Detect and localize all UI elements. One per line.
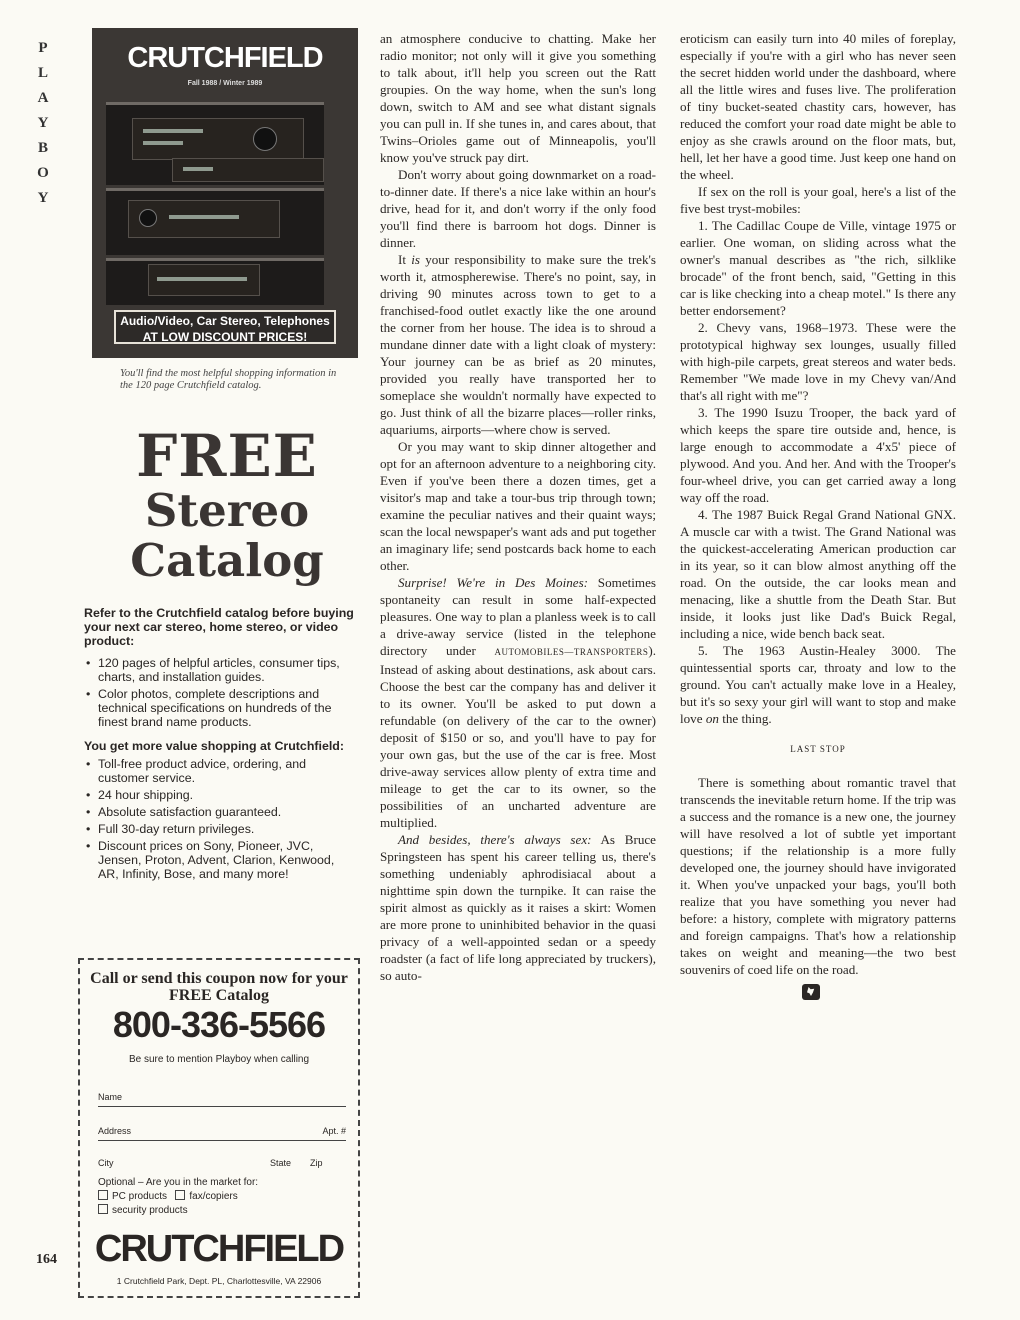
ad-headline: [92, 422, 362, 587]
list-item: 2. Chevy vans, 1968–1973. These were the prototypical highway sex lounges, usually filled with high-pile carpets, great stereos and water beds. Remember "We made love in my Chevy van/And that's all right with me"?: [680, 320, 956, 403]
article-paragraph: If sex on the roll is your goal, here's a list of the five best tryst-mobiles:: [680, 184, 956, 216]
article-paragraph: Don't worry about going downmarket on a road-to-dinner date. If there's a nice lake within an hour's drive, head for it, and don't worry if the only food you'll find there is barroom hot dogs. Dinner is dinner.: [380, 167, 656, 250]
running-head-letter: B: [37, 140, 48, 156]
rabbit-end-mark-icon: [802, 984, 820, 1000]
running-head-letter: Y: [37, 115, 49, 131]
catalog-banner-line-2: AT LOW DISCOUNT PRICES!: [142, 330, 308, 344]
name-field-label: Name: [98, 1092, 123, 1102]
page-number: 164: [36, 1252, 57, 1267]
catalog-cover-banner: [114, 310, 336, 344]
coupon-title: Call or send this coupon now for your FREE Catalog: [90, 970, 348, 1004]
ad-intro: Refer to the Crutchfield catalog before buying your next car stereo, home stereo, or video product:: [84, 606, 354, 648]
car-stereo-image: [148, 264, 260, 296]
state-field-label: State: [270, 1158, 292, 1168]
receiver-image: [132, 118, 304, 160]
catalog-cover-season: Fall 1988 / Winter 1989: [187, 80, 263, 87]
fax-copiers-checkbox[interactable]: [175, 1190, 185, 1200]
list-item: 1. The Cadillac Coupe de Ville, vintage 1975 or earlier. One woman, on sliding across what the owner's manual describes as "the rich, silklike brocade" of the front bench, said, "Getting in this car is like checking into a cheap motel." Is there any better endorsement?: [680, 218, 956, 318]
article-paragraph: And besides, there's always sex: As Bruce Springsteen has spent his career telling us, there's something undeniably aphrodisiacal about a nighttime spin down the turnpike. It can raise the spirit almost as quickly as it raises a skirt: Women are more prone to uninhibited behavior in the quasi privacy of a well-appointed sedan or a speedy roadster (a fact of life long appreciated by truckers), so auto-: [380, 832, 656, 983]
name-field[interactable]: [98, 1092, 346, 1107]
coupon-mention-note: Be sure to mention Playboy when calling: [128, 1054, 310, 1065]
crutchfield-logo: CRUTCHFIELD: [94, 1228, 344, 1270]
article-paragraph: an atmosphere conducive to chatting. Make her radio monitor; not only will it give you something to talk about, it'll help you screen out the Ratt groupies. On the way home, when the sun's long down, switch to AM and see what distant signals you can pull in. If she tunes in, and cares about, that Twins–Orioles game out of Minneapolis, you'll know you've struck pay dirt.: [380, 31, 656, 165]
coupon-phone-number: 800-336-5566: [112, 1004, 326, 1045]
catalog-banner-line-1: Audio/Video, Car Stereo, Telephones: [120, 314, 330, 328]
feature-item: • 120 pages of helpful articles, consumer tips, charts, and installation guides.: [84, 656, 356, 684]
coupon-mailing-address: 1 Crutchfield Park, Dept. PL, Charlottesville, VA 22906: [116, 1276, 322, 1286]
address-field-label: Address: [98, 1126, 132, 1136]
article-paragraph: Or you may want to skip dinner altogether and opt for an afternoon adventure to a neighboring city. Even if you've been there a dozen times, get a visitor's map and take a tour-bus trip through town; examine the peculiar natives and their quaint ways; scan the local newspaper's want ads and put together an imaginary life; send postcards back home to each other.: [380, 439, 656, 573]
article-column-1: [380, 30, 656, 984]
running-head-letter: L: [37, 65, 48, 81]
value-item: • Absolute satisfaction guaranteed.: [84, 805, 356, 819]
feature-list: [84, 656, 356, 729]
order-coupon[interactable]: [78, 958, 360, 1298]
coupon-options: [98, 1176, 348, 1218]
optional-label: Optional – Are you in the market for:: [98, 1177, 259, 1188]
value-item: • Full 30-day return privileges.: [84, 822, 356, 836]
apt-field-label: Apt. #: [322, 1126, 346, 1136]
value-item: • Toll-free product advice, ordering, and customer service.: [84, 757, 356, 785]
running-head: [30, 36, 56, 211]
article-paragraph: eroticism can easily turn into 40 miles of foreplay, especially if you're with a girl who has never seen the secret hidden world under the dashboard, where all the little wires and fuses live. The proliferation of tiny bucket-seated chastity cars, however, has reduced the comfort your road date might be able to enjoy as she crawls around on the floor mats, but, hell, let her have a good time. Just keep one hand on the wheel.: [680, 31, 956, 182]
address-field[interactable]: [98, 1126, 346, 1141]
section-heading: LAST STOP: [790, 744, 846, 754]
value-heading: You get more value shopping at Crutchfield:: [84, 739, 344, 753]
value-item: • Discount prices on Sony, Pioneer, JVC, Jensen, Proton, Advent, Clarion, Kenwood, AR, Infinity, Bose, and many more!: [84, 839, 356, 881]
pc-products-checkbox[interactable]: [98, 1190, 108, 1200]
list-item: 5. The 1963 Austin-Healey 3000. The quintessential sports car, throaty and low to the ground. You can't actually make love in a Healey, but it's so sexy your girl will want to stop and make love on the thing.: [680, 643, 956, 726]
list-item: 4. The 1987 Buick Regal Grand National GNX. A muscle car with a twist. The Grand National was the quickest-accelerating American production car in its year, so it can blow almost anything off the road. On the outside, the car looks mean and menacing, like a shuttle from the Death Star. But inside, it looks just like Dad's Buick Regal, including a nice, wide bench back seat.: [680, 507, 956, 641]
list-item: 3. The 1990 Isuzu Trooper, the back yard of which keeps the spare tire outside and, hence, is large enough to accommodate a 4'x5' piece of plywood. And you. And her. And with the Trooper's four-wheel drive, you can get carried away a long way off the road.: [680, 405, 956, 505]
article-paragraph: It is your responsibility to make sure the trek's worth it, atmospherewise. There's no point, say, in driving 90 minutes across town to get to a franchised-food outlet exactly like the one around the corner from her house. The idea is to shroud a mundane dinner date with a light cloak of mystery: Your journey can be as brief as 20 minutes, provided you really have transported her to someplace she wouldn't normally have expected to go. Just think of all the bizarre places—roller rinks, aquariums, airports—where chow is served.: [380, 252, 656, 437]
feature-item: • Color photos, complete descriptions and technical specifications on hundreds of the finest brand name products.: [84, 687, 356, 729]
value-item: • 24 hour shipping.: [84, 788, 356, 802]
article-paragraph: Surprise! We're in Des Moines: Sometimes spontaneity can result in some half-expected pleasures. One way to plan a planless week is to call a drive-away service (listed in the telephone directory under AUTOMOBILES—TRANSPORTERS). Instead of asking about destinations, ask about cars. Choose the best car the company has and deliver it to its owner. You'll be asked to put down a refundable (on delivery of the car to the owner) deposit of $150 or so, and you'll have to pay for your own gas, but the use of the car is free. Most drive-away services allow plenty of extra time and mileage to get the car to its owner, so the possibilities of an uncharted adventure are multiplied.: [380, 575, 656, 830]
running-head-letter: A: [37, 90, 49, 106]
ad-body: [84, 606, 356, 884]
fax-copiers-label: fax/copiers: [189, 1191, 238, 1202]
article-column-2: [680, 30, 956, 1000]
catalog-cover-image: [92, 28, 358, 358]
running-head-letter: O: [37, 165, 49, 181]
running-head-letter: Y: [37, 190, 49, 206]
city-field[interactable]: [98, 1158, 346, 1172]
tape-deck-image: [172, 158, 324, 182]
photo-caption: You'll find the most helpful shopping information in the 120 page Crutchfield catalog.: [120, 368, 337, 391]
headline-catalog: Catalog: [130, 534, 324, 587]
catalog-cover-logo: CRUTCHFIELD: [127, 42, 323, 74]
pc-products-label: PC products: [112, 1191, 168, 1202]
city-field-label: City: [98, 1158, 114, 1168]
headline-stereo: Stereo: [144, 484, 310, 537]
article-paragraph: There is something about romantic travel that transcends the inevitable return home. If the trip was a success and the romance is a new one, the journey will have resolved a lot of subtle yet important questions; if the relationship is a more fully developed one, the journey should have invigorated it. When you've unpacked your bags, you'll both realize that you have something you never had before: a history, complete with migratory patterns and foreign campaigns. That's how a relationship takes on weight and meaning—the two best souvenirs of coed life on the road.: [680, 775, 956, 977]
running-head-letter: P: [38, 40, 48, 56]
headline-free: FREE: [136, 422, 318, 490]
value-list: [84, 757, 356, 881]
security-products-checkbox[interactable]: [98, 1204, 108, 1214]
crutchfield-ad: [76, 28, 366, 1286]
zip-field-label: Zip: [310, 1158, 323, 1168]
security-products-label: security products: [112, 1205, 188, 1216]
cd-player-image: [128, 200, 280, 238]
